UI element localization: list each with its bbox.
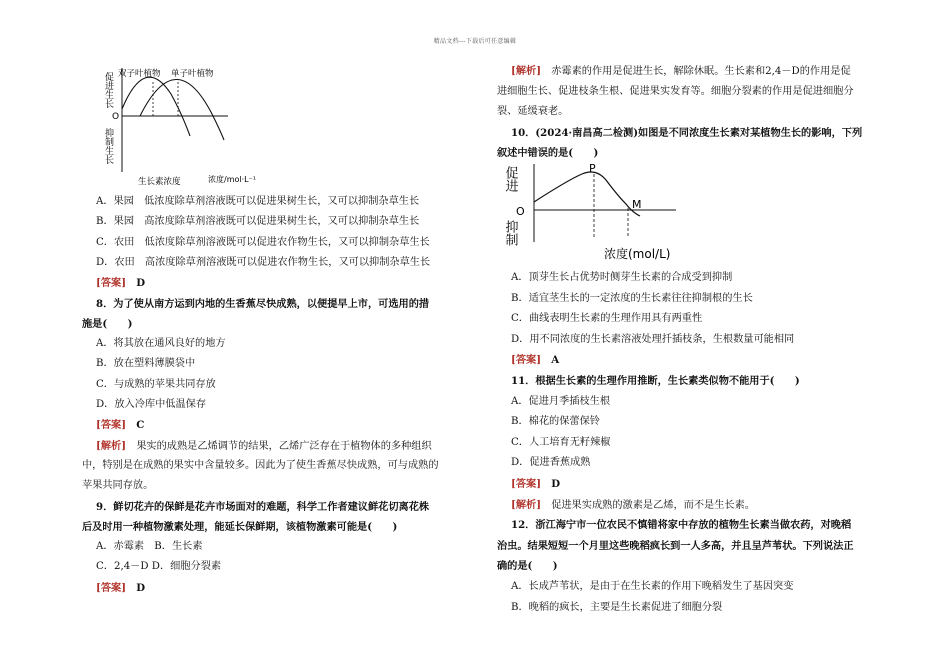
line-text: 苹果共同存放。 (82, 480, 154, 492)
fig1-ylabel-down: 抑制生长 (103, 128, 113, 164)
line-text: A．顶芽生长占优势时侧芽生长素的合成受到抑制 (511, 272, 733, 283)
fig1-ylabel-up: 促进生长 (103, 72, 113, 108)
right-line (497, 146, 598, 160)
right-line (497, 559, 558, 573)
answer-value: A (551, 354, 560, 367)
line-text: C．人工培育无籽辣椒 (511, 436, 611, 448)
left-line (96, 418, 144, 433)
left-line (96, 297, 429, 311)
left-line (96, 378, 216, 392)
fig2-ylabel-up: 促进 (502, 166, 518, 192)
line-text: 进细胞生长、促进枝条生根、促进果实发育等。细胞分裂素的作用是促进细胞分 (497, 85, 854, 97)
right-line (511, 395, 610, 409)
line-text: D．放入冷库中低温保存 (96, 399, 207, 410)
right-line (511, 498, 755, 513)
right-line (511, 456, 590, 470)
line-text: 裂、延缓衰老。 (497, 106, 569, 117)
answer-value: D (136, 581, 146, 594)
fig2-point-p: P (589, 162, 596, 175)
answer-tag: [答案] (96, 581, 127, 594)
fig1-xlabel-right: 浓度/mol·L⁻¹ (208, 175, 257, 184)
line-text: 果实的成熟是乙烯调节的结果，乙烯广泛存在于植物体的多种组织 (136, 440, 432, 452)
right-line (511, 333, 794, 347)
line-text: B．果园 高浓度除草剂溶液既可以促进果树生长，又可以抑制杂草生长 (96, 216, 420, 228)
fig1-curve-dicot: 双子叶植物 (118, 69, 161, 79)
fig2-xlabel: 浓度(mol/L) (604, 247, 671, 261)
line-text: 中，特别是在成熟的果实中含量较多。因此为了使生香蕉尽快成熟，可与成熟的 (82, 459, 439, 471)
left-line (96, 236, 430, 250)
right-line (511, 374, 800, 388)
fig2-point-m: M (632, 198, 642, 211)
line-text: 叙述中错误的是( ) (497, 147, 599, 159)
analysis-tag: [解析] (96, 439, 127, 452)
line-text: 确的是( ) (497, 560, 558, 573)
fig2-ylabel-down: 抑制 (502, 220, 518, 246)
line-text: 后及时用一种植物激素处理，能延长保鲜期，该植物激素可能是( ) (82, 520, 398, 533)
line-text: D．促进香蕉成熟 (511, 457, 591, 469)
right-line (511, 436, 610, 450)
analysis-tag: [解析] (511, 65, 542, 77)
line-text: D．用不同浓度的生长素溶液处理扦插枝条，生根数量可能相同 (511, 333, 795, 345)
line-text: 10．(2024·南昌高二检测)如图是不同浓度生长素对某植物生长的影响，下列 (511, 126, 863, 139)
line-text: B．晚稻的疯长，主要是生长素促进了细胞分裂 (511, 601, 723, 613)
figure-auxin-herbicide (103, 64, 278, 194)
left-line (82, 459, 439, 473)
right-line (511, 292, 753, 306)
line-text: A．促进月季插枝生根 (511, 395, 611, 407)
left-line (82, 317, 132, 331)
line-text: A．果园 低浓度除草剂溶液既可以促进果树生长，又可以抑制杂草生长 (96, 196, 420, 207)
fig1-curve-monocot: 单子叶植物 (171, 69, 214, 79)
line-text: A．长成芦苇状，是由于在生长素的作用下晚稻发生了基因突变 (511, 581, 794, 592)
line-text: 9．鲜切花卉的保鲜是花卉市场面对的难题，科学工作者建议鲜花切离花株 (96, 500, 430, 513)
right-line (511, 415, 600, 429)
left-line (82, 479, 153, 493)
line-text: C．曲线表明生长素的生理作用具有两重性 (511, 313, 703, 325)
figure-auxin-concentration (502, 162, 686, 266)
left-line (96, 500, 429, 514)
left-line (96, 215, 419, 229)
line-text: A．赤霉素 B．生长素 (96, 541, 203, 553)
answer-tag: [答案] (96, 419, 127, 432)
right-line (497, 539, 854, 553)
answer-tag: [答案] (96, 277, 127, 290)
page-header: 精品文档---下载后可任意编辑 (433, 38, 517, 45)
left-line (96, 560, 221, 574)
answer-value: C (136, 419, 145, 432)
line-text: B．适宜茎生长的一定浓度的生长素往往抑制根的生长 (511, 292, 753, 304)
answer-tag: [答案] (511, 478, 542, 490)
answer-value: D (551, 478, 561, 490)
left-line (96, 195, 419, 209)
right-line (511, 126, 862, 140)
line-text: D．农田 高浓度除草剂溶液既可以促进农作物生长，又可以抑制杂草生长 (96, 256, 431, 268)
left-line (96, 357, 195, 371)
line-text: 施是( ) (82, 317, 133, 330)
fig1-xlabel-left: 生长素浓度 (138, 177, 181, 187)
line-text: A．将其放在通风良好的地方 (96, 338, 226, 350)
right-line (511, 312, 702, 326)
left-line (96, 337, 226, 351)
line-text: 治虫。结果短短一个月里这些晚稻疯长到一人多高，并且呈芦苇状。下列说法正 (497, 539, 854, 552)
line-text: C．农田 低浓度除草剂溶液既可以促进农作物生长，又可以抑制杂草生长 (96, 236, 430, 248)
analysis-tag: [解析] (511, 498, 542, 511)
right-line (511, 353, 559, 368)
answer-tag: [答案] (511, 354, 542, 367)
line-text: B．棉花的保蕾保铃 (511, 416, 600, 428)
line-text: 8．为了使从南方运到内地的生香蕉尽快成熟，以便提早上市，可选用的措 (96, 297, 430, 310)
line-text: 11．根据生长素的生理作用推断，生长素类似物不能用于( ) (511, 375, 800, 387)
left-line (96, 581, 145, 596)
line-text: 促进果实成熟的激素是乙烯，而不是生长素。 (551, 499, 755, 511)
right-line (511, 601, 722, 615)
line-text: B．放在塑料薄膜袋中 (96, 358, 196, 370)
right-line (511, 477, 560, 492)
right-line (511, 271, 732, 285)
line-text: 赤霉素的作用是促进生长，解除休眠。生长素和2,4－D的作用是促 (551, 66, 851, 77)
line-text: 12．浙江海宁市一位农民不慎错将家中存放的植物生长素当做农药，对晚稻 (511, 519, 852, 532)
left-line (96, 398, 206, 412)
left-line (96, 439, 432, 454)
right-line (511, 518, 851, 532)
answer-value: D (136, 277, 146, 290)
line-text: C．与成熟的苹果共同存放 (96, 378, 216, 390)
fig2-origin: O (516, 205, 525, 218)
right-line (497, 85, 854, 99)
left-line (96, 256, 430, 270)
left-line (96, 276, 145, 291)
right-line (497, 105, 568, 119)
fig1-origin: O (112, 112, 120, 122)
line-text: C．2,4－D D．细胞分裂素 (96, 561, 222, 573)
left-line (96, 540, 203, 554)
right-line (511, 580, 793, 594)
left-line (82, 520, 397, 534)
right-line (511, 64, 851, 79)
